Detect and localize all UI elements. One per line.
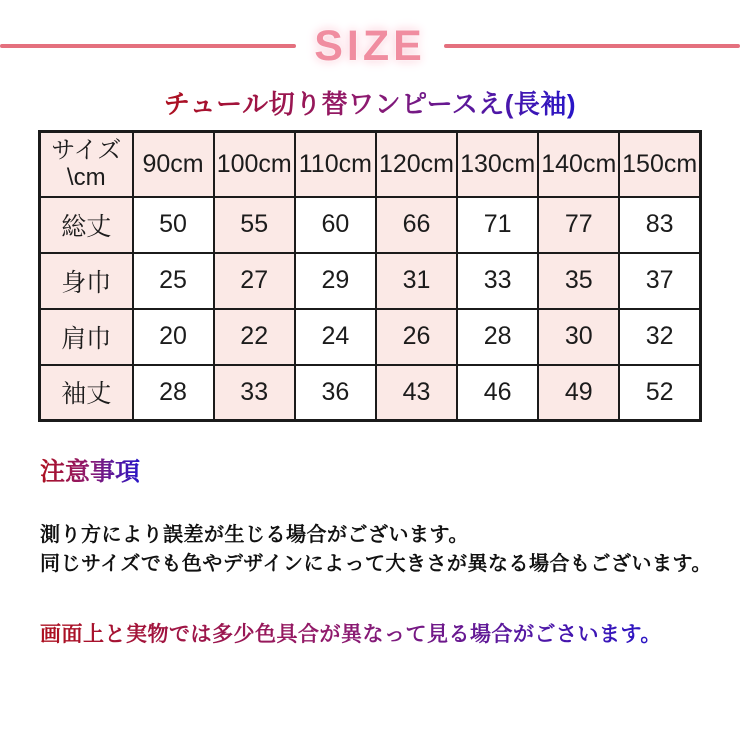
size-value-cell: 46: [457, 365, 538, 421]
size-value-cell: 66: [376, 197, 457, 253]
column-header-cell: 130cm: [457, 132, 538, 197]
note-line-2: 同じサイズでも色やデザインによって大きさが異なる場合もございます。: [40, 553, 712, 575]
size-value-cell: 33: [457, 253, 538, 309]
size-value-cell: 71: [457, 197, 538, 253]
size-value-cell: 24: [295, 309, 376, 365]
size-value-cell: 50: [133, 197, 214, 253]
note-line-1: 測り方により誤差が生じる場合がございます。: [40, 524, 469, 546]
column-header-cell: 120cm: [376, 132, 457, 197]
row-header-cell: 袖丈: [40, 365, 133, 421]
corner-label-line1: サイズ: [51, 137, 122, 165]
corner-label-line2: \cm: [66, 164, 106, 192]
table-row: [40, 253, 701, 309]
size-value-cell: 43: [376, 365, 457, 421]
size-value-cell: 30: [538, 309, 619, 365]
size-value-cell: 60: [295, 197, 376, 253]
corner-header-cell: [40, 132, 133, 197]
color-warning-text: 画面上と実物では多少色具合が異なって見る場合がごさいます。: [40, 618, 662, 648]
size-value-cell: 49: [538, 365, 619, 421]
column-header-cell: 110cm: [295, 132, 376, 197]
table-header-row: [40, 132, 701, 197]
banner-line-left: [0, 44, 296, 48]
size-value-cell: 22: [214, 309, 295, 365]
size-value-cell: 33: [214, 365, 295, 421]
size-value-cell: 52: [619, 365, 700, 421]
size-table: [38, 130, 702, 422]
size-banner-label: SIZE: [314, 21, 426, 70]
size-value-cell: 28: [133, 365, 214, 421]
banner-line-right: [444, 44, 740, 48]
table-row: [40, 309, 701, 365]
size-banner: [0, 18, 740, 74]
size-value-cell: 83: [619, 197, 700, 253]
size-value-cell: 77: [538, 197, 619, 253]
notes-text: [40, 521, 730, 579]
notes-heading: 注意事項: [40, 452, 140, 488]
table-row: [40, 365, 701, 421]
size-value-cell: 26: [376, 309, 457, 365]
column-header-cell: 140cm: [538, 132, 619, 197]
size-value-cell: 31: [376, 253, 457, 309]
size-value-cell: 55: [214, 197, 295, 253]
size-value-cell: 25: [133, 253, 214, 309]
size-value-cell: 29: [295, 253, 376, 309]
size-value-cell: 20: [133, 309, 214, 365]
row-header-cell: 肩巾: [40, 309, 133, 365]
size-value-cell: 35: [538, 253, 619, 309]
size-value-cell: 27: [214, 253, 295, 309]
size-value-cell: 36: [295, 365, 376, 421]
column-header-cell: 150cm: [619, 132, 700, 197]
row-header-cell: 総丈: [40, 197, 133, 253]
row-header-cell: 身巾: [40, 253, 133, 309]
product-title-row: [0, 84, 740, 121]
product-title: チュール切り替ワンピースえ(長袖): [164, 84, 576, 121]
column-header-cell: 90cm: [133, 132, 214, 197]
column-header-cell: 100cm: [214, 132, 295, 197]
size-table-body: [40, 132, 701, 421]
size-value-cell: 28: [457, 309, 538, 365]
size-value-cell: 37: [619, 253, 700, 309]
size-value-cell: 32: [619, 309, 700, 365]
table-row: [40, 197, 701, 253]
